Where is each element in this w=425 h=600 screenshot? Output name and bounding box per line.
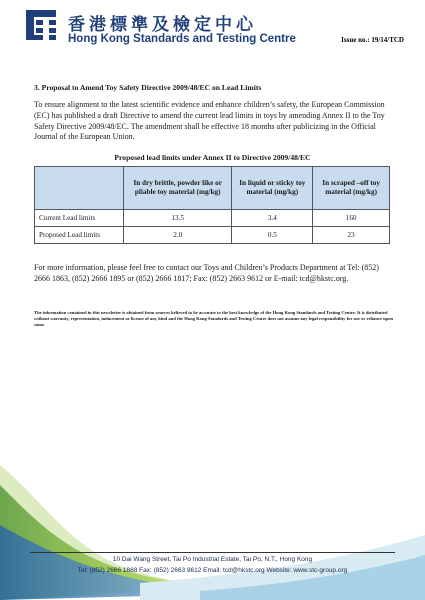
decorative-wave-graphic [0, 455, 425, 600]
lead-limits-table [34, 166, 390, 244]
disclaimer-text: The information contained in this newsletter is obtained from sources believed to be accurate to the best knowledge of the Hong Kong Standards and Testing Centre. It is distributed without warranty, representation, inducement or license of any kind and the Hong Kong Standards and Testing Centre does not assume any legal responsibility for use or reliance upon same. [34, 310, 394, 328]
row-label-proposed: Proposed Lead limits [35, 227, 124, 244]
org-name-chinese: 香港標準及檢定中心 [68, 15, 257, 35]
stc-logo-icon [24, 8, 58, 42]
footer-contact-line: Tel: (852) 2666 1888 Fax: (852) 2663 9612 Email: tcd@hkstc.org Website: www.stc-group.org [77, 567, 348, 574]
row-label-current: Current Lead limits [35, 210, 124, 227]
cell-proposed-scraped: 23 [313, 227, 390, 244]
table-corner-cell [35, 167, 124, 210]
column-header-scraped-material: In scraped –off toy material (mg/kg) [313, 167, 390, 210]
article-intro: To ensure alignment to the latest scientific evidence and enhance children’s safety, the European Commission (EC) has published a draft Directive to amend the current lead limits in toys by amending Annex II to the Toy Safety Directive 2009/48/EC. The amendment shall be effective 18 months after publicizing in the Official Journal of the European Union. [34, 100, 385, 142]
issue-number: Issue no.: 19/14/TCD [341, 36, 404, 44]
table-header-row [35, 167, 390, 210]
article-title: 3. Proposal to Amend Toy Safety Directive 2009/48/EC on Lead Limits [34, 83, 262, 92]
contact-paragraph: For more information, please feel free to contact our Toys and Children’s Products Department at Tel: (852) 2666 1863, (852) 2666 1895 or (852) 2666 1817; Fax: (852) 2663 9612 or E-mail: tcd@hkstc.org. [34, 263, 379, 283]
org-name-english: Hong Kong Standards and Testing Centre [68, 33, 296, 45]
cell-current-scraped: 160 [313, 210, 390, 227]
cell-current-dry: 13.5 [124, 210, 232, 227]
table-row-proposed [35, 227, 390, 244]
cell-current-liquid: 3.4 [232, 210, 313, 227]
footer-divider [30, 552, 395, 553]
footer-address: 10 Dai Wang Street, Tai Po Industrial Estate, Tai Po, N.T., Hong Kong [112, 556, 313, 563]
letterhead [24, 8, 404, 54]
cell-proposed-dry: 2.0 [124, 227, 232, 244]
table-row-current [35, 210, 390, 227]
column-header-dry-material: In dry brittle, powder like or pliable toy material (mg/kg) [124, 167, 232, 210]
table-caption: Proposed lead limits under Annex II to Directive 2009/48/EC [114, 153, 311, 162]
column-header-liquid-material: In liquid or sticky toy material (mg/kg) [232, 167, 313, 210]
cell-proposed-liquid: 0.5 [232, 227, 313, 244]
